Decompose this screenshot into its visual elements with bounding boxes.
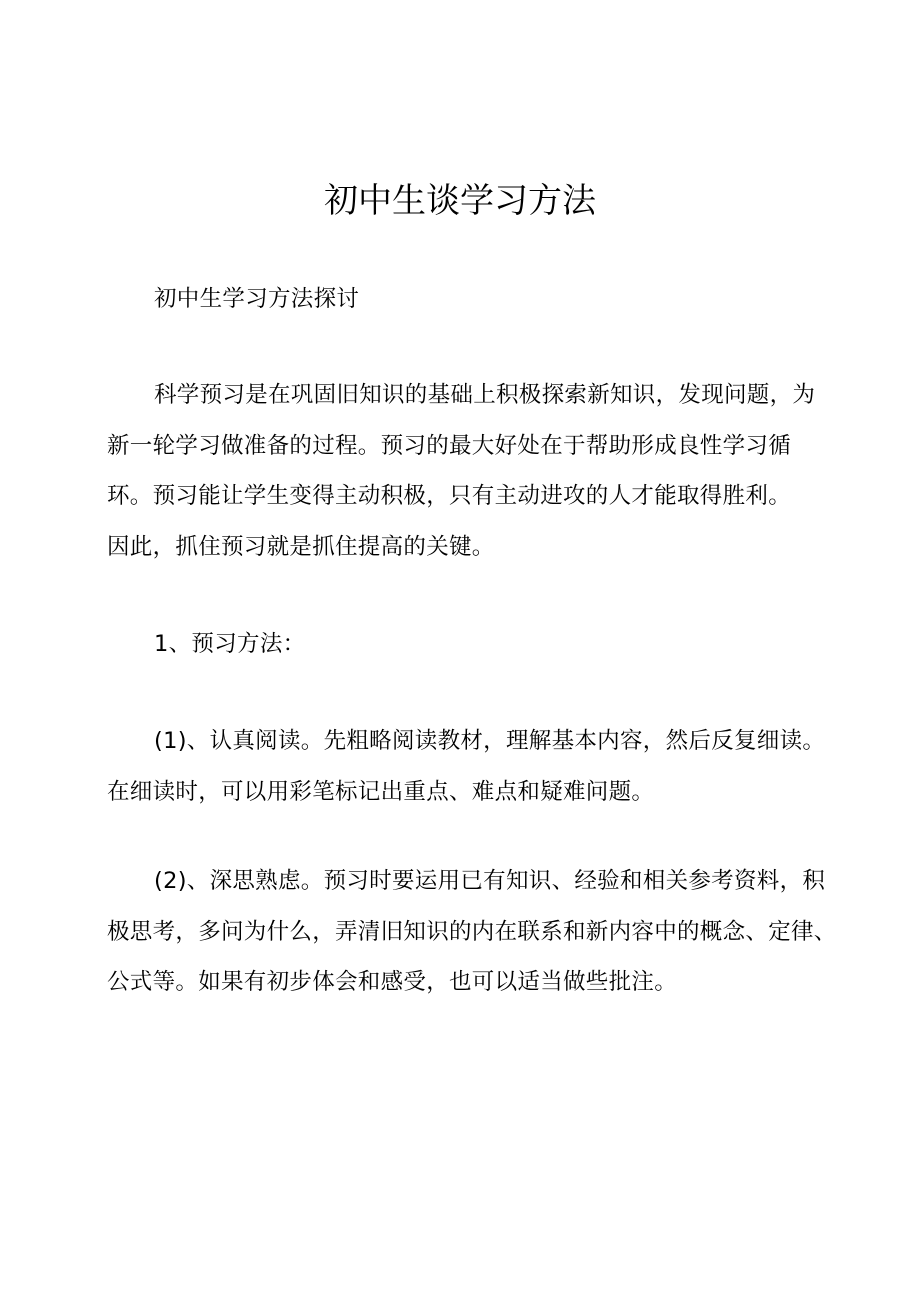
- section-heading: 1、预习方法：: [154, 631, 306, 657]
- intro-line-3: 环。预习能让学生变得主动积极，只有主动进攻的人才能取得胜利。: [107, 483, 792, 509]
- item-1-line-2: 在细读时，可以用彩笔标记出重点、难点和疑难问题。: [107, 778, 655, 805]
- intro-paragraph: [107, 370, 823, 572]
- item-1-line-1: (1)、认真阅读。先粗略阅读教材，理解基本内容，然后反复细读。: [154, 728, 826, 754]
- intro-line-2: 新一轮学习做准备的过程。预习的最大好处在于帮助形成良性学习循: [107, 432, 792, 459]
- section-heading-paragraph: [107, 619, 823, 670]
- item-2-line-1: (2)、深思熟虑。预习时要运用已有知识、经验和相关参考资料，积: [154, 868, 826, 894]
- item-2-line-2: 极思考，多问为什么，弄清旧知识的内在联系和新内容中的概念、定律、: [107, 918, 837, 945]
- subtitle-text: 初中生学习方法探讨: [154, 286, 360, 312]
- item-2-line-3: 公式等。如果有初步体会和感受，也可以适当做些批注。: [107, 969, 678, 995]
- subtitle-paragraph: [107, 274, 823, 325]
- document-title: 初中生谈学习方法: [324, 181, 596, 221]
- item-2-paragraph: [107, 856, 837, 1008]
- intro-line-1: 科学预习是在巩固旧知识的基础上积极探索新知识，发现问题，为: [154, 382, 816, 408]
- intro-line-4: 因此，抓住预习就是抓住提高的关键。: [107, 533, 495, 560]
- item-1-paragraph: [107, 716, 826, 817]
